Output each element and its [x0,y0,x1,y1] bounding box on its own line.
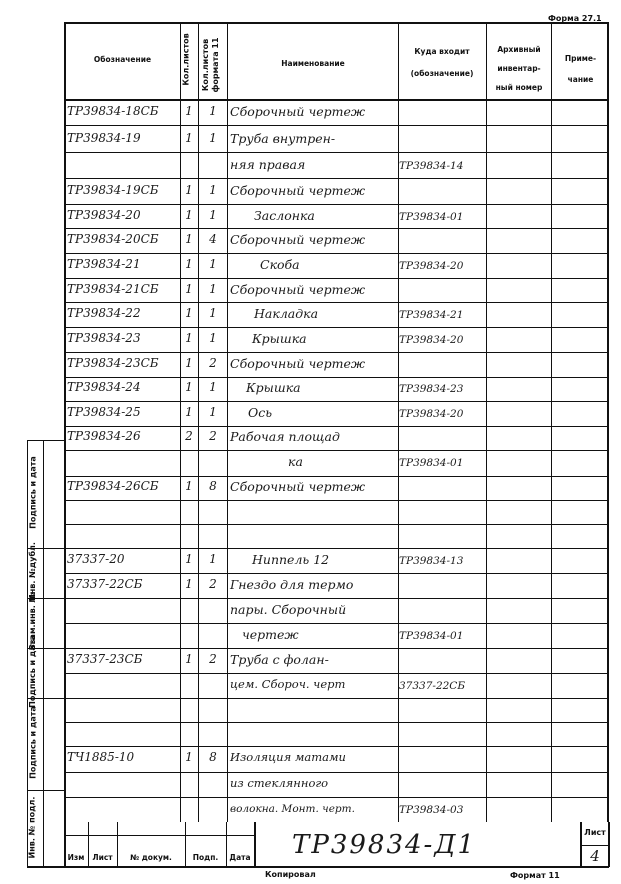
cell-count: 1 [185,282,193,296]
row-line [64,797,609,798]
cell-name: Скоба [260,257,300,272]
cell-name: Сборочный чертеж [230,479,366,494]
cell-designation: ТР39834-23 [67,331,141,345]
cell-name: Сборочный чертеж [230,356,366,371]
cell-format: 1 [209,331,217,345]
cell-name: няя правая [230,157,306,172]
side-label-vzam: Взам.инв. № [28,592,37,651]
header-archive-2: инвентар- [497,64,541,73]
cell-format: 1 [209,104,217,118]
cell-format: 1 [209,282,217,296]
cell-format: 2 [209,577,217,591]
cell-format: 1 [209,183,217,197]
cell-designation: 37337-20 [67,552,125,566]
cell-count: 1 [185,356,193,370]
row-line [64,500,609,501]
row-line [64,152,609,153]
cell-format: 1 [209,306,217,320]
cell-name: ка [288,454,303,469]
cell-name: Гнездо для термо [230,577,354,592]
col-divider [486,22,487,822]
cell-designation: ТР39834-21СБ [67,282,159,296]
cell-name: Сборочный чертеж [230,232,366,247]
cell-count: 1 [185,131,193,145]
cell-name: Труба с фолан- [230,652,329,667]
cell-name: Заслонка [254,208,315,223]
cell-name: Крышка [252,331,307,346]
cell-count: 2 [185,429,193,443]
cell-format: 1 [209,405,217,419]
cell-name: из стеклянного [230,776,329,790]
cell-count: 1 [185,208,193,222]
row-line [64,450,609,451]
row-line [64,302,609,303]
form-label: Форма 27.1 [548,14,602,23]
cell-where: ТР39834-01 [399,211,464,223]
tb-date: Дата [229,853,251,862]
header-sheets-count: Кол.листов [181,33,191,86]
cell-format: 2 [209,652,217,666]
cell-name: Ось [248,405,273,420]
row-line [64,698,609,699]
cell-where: ТР39834-23 [399,383,464,395]
row-line [64,204,609,205]
tb-sheet-number: 4 [590,847,600,865]
tb-list: Лист [92,853,113,862]
tb-sign: Подп. [192,853,219,862]
row-line [64,125,609,126]
header-note-2: чание [567,75,594,84]
header-designation: Обозначение [93,55,152,64]
header-where-used-2: (обозначение) [410,69,474,78]
cell-designation: 37337-23СБ [67,652,143,666]
cell-where: ТР39834-20 [399,334,464,346]
cell-format: 8 [209,750,217,764]
cell-format: 4 [209,232,217,246]
side-label-sign-date-bottom: Подпись и дата [28,706,38,779]
row-line [64,648,609,649]
cell-designation: ТР39834-19 [67,131,141,145]
row-line [64,772,609,773]
cell-format: 1 [209,257,217,271]
cell-count: 1 [185,306,193,320]
row-line [64,598,609,599]
cell-designation: ТР39834-24 [67,380,141,394]
cell-count: 1 [185,750,193,764]
footer-copied: Копировал [265,870,316,879]
col-divider [227,22,228,822]
row-line [64,352,609,353]
header-archive-1: Архивный [497,45,541,54]
header-rule [64,99,609,101]
cell-designation: ТР39834-22 [67,306,141,320]
cell-where: ТР39834-14 [399,160,464,172]
cell-count: 1 [185,552,193,566]
row-line [64,377,609,378]
footer-format: Формат 11 [510,871,560,880]
cell-count: 1 [185,331,193,345]
row-line [64,476,609,477]
cell-name: Ниппель 12 [252,552,330,567]
cell-count: 1 [185,577,193,591]
row-line [64,746,609,747]
cell-designation: ТР39834-19СБ [67,183,159,197]
row-line [64,548,609,549]
cell-where: ТР39834-03 [399,804,464,816]
cell-format: 1 [209,208,217,222]
header-note-1: Приме- [564,54,597,63]
cell-where: ТР39834-21 [399,309,464,321]
cell-name: волокна. Монт. черт. [230,803,355,815]
header-name: Наименование [281,59,345,68]
cell-where: 37337-22СБ [399,680,466,692]
row-line [64,722,609,723]
cell-where: ТР39834-01 [399,630,464,642]
row-line [64,673,609,674]
cell-designation: ТР39834-20СБ [67,232,159,246]
col-divider [551,22,552,822]
cell-count: 1 [185,652,193,666]
row-line [64,278,609,279]
cell-designation: ТР39834-21 [67,257,141,271]
cell-count: 1 [185,183,193,197]
header-sheets-format: Кол.листов формата 11 [201,37,220,93]
side-label-sign-date: Подпись и дата [28,635,37,708]
row-line [64,228,609,229]
cell-designation: ТР39834-23СБ [67,356,159,370]
row-line [64,524,609,525]
title-block-bottom [27,866,609,868]
cell-name: Изоляция матами [230,750,346,764]
row-line [64,573,609,574]
cell-format: 2 [209,356,217,370]
cell-count: 1 [185,380,193,394]
header-archive-3: ный номер [495,83,543,92]
header-where-used-1: Куда входит [414,47,470,56]
cell-count: 1 [185,405,193,419]
tb-sheet-label: Лист [584,828,606,837]
cell-name: чертеж [242,627,299,642]
col-divider [198,22,199,822]
cell-designation: ТР39834-26 [67,429,141,443]
cell-name: Накладка [254,306,319,321]
cell-designation: ТР39834-26СБ [67,479,159,493]
cell-where: ТР39834-01 [399,457,464,469]
cell-designation: ТР39834-20 [67,208,141,222]
title-block-col [254,822,256,867]
cell-format: 1 [209,131,217,145]
cell-format: 1 [209,552,217,566]
tb-doc-no: № докум. [130,853,172,862]
cell-designation: ТЧ1885-10 [67,750,135,764]
cell-format: 2 [209,429,217,443]
cell-designation: ТР39834-18СБ [67,104,159,118]
cell-where: ТР39834-20 [399,408,464,420]
cell-where: ТР39834-20 [399,260,464,272]
side-label-inv-podl: Инв. № подл. [27,796,37,859]
cell-count: 1 [185,232,193,246]
cell-where: ТР39834-13 [399,555,464,567]
cell-format: 8 [209,479,217,493]
cell-name: пары. Сборочный [230,602,347,617]
row-line [64,401,609,402]
cell-name: Крышка [246,380,301,395]
side-strip-divider [43,440,44,867]
side-label-sign-date: Подпись и дата [28,456,38,529]
cell-format: 1 [209,380,217,394]
cell-designation: 37337-22СБ [67,577,143,591]
cell-designation: ТР39834-25 [67,405,141,419]
col-divider [398,22,399,822]
title-block-row [580,845,609,846]
cell-name: Рабочая площад [230,429,340,444]
row-line [64,178,609,179]
cell-name: цем. Сбороч. черт [230,677,346,691]
row-line [64,253,609,254]
tb-izm: Изм [67,853,85,862]
cell-count: 1 [185,479,193,493]
document-code: ТР39834-Д1 [292,830,477,860]
cell-count: 1 [185,257,193,271]
side-label-dubl: Инв. №дубл. [28,542,37,601]
row-line [64,327,609,328]
cell-name: Сборочный чертеж [230,183,366,198]
cell-count: 1 [185,104,193,118]
cell-name: Труба внутрен- [230,131,336,146]
row-line [64,623,609,624]
row-line [64,426,609,427]
cell-name: Сборочный чертеж [230,282,366,297]
cell-name: Сборочный чертеж [230,104,366,119]
